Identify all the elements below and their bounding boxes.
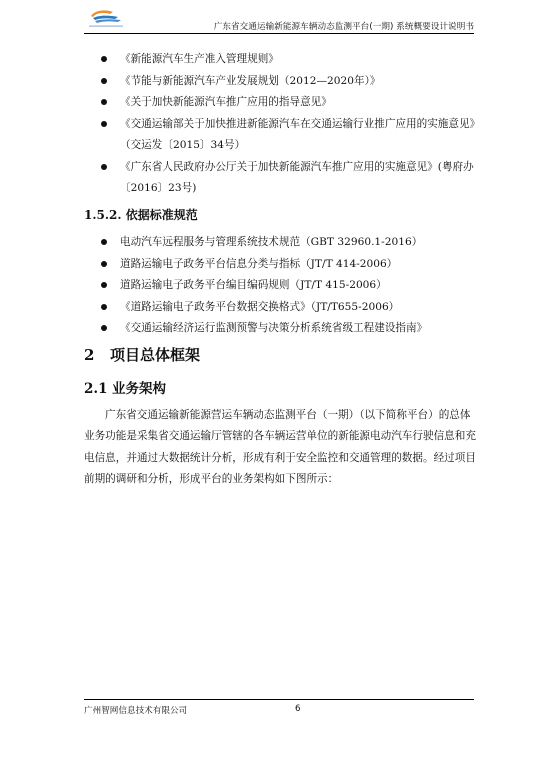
- list-item: [84, 318, 476, 340]
- body-paragraph: 广东省交通运输新能源营运车辆动态监测平台（一期）（以下简称平台）的总体业务功能是采集省交通运输厅管辖的各车辆运营单位的新能源电动汽车行驶信息和充电信息，并通过大数据统计分析，形成有利于安全监控和交通管理的数据。经过项目前期的调研和分析，形成平台的业务架构如下图所示：: [84, 409, 476, 486]
- bullet-icon: [101, 304, 107, 310]
- bullet-icon: [101, 325, 107, 331]
- footer-divider: [84, 699, 474, 700]
- list-item: [84, 254, 476, 276]
- list-item-text: 电动汽车远程服务与管理系统技术规范（GBT 32960.1-2016）: [120, 236, 423, 248]
- list-item-text: 《交通运输经济运行监测预警与决策分析系统省级工程建设指南》: [120, 322, 428, 334]
- section-title: 业务架构: [112, 381, 166, 397]
- list-item-text: 《节能与新能源汽车产业发展规划（2012—2020年）》: [120, 74, 381, 87]
- policy-list: [84, 49, 476, 200]
- section-number: 2: [84, 346, 95, 364]
- header-logo: [85, 6, 127, 30]
- list-item: [84, 71, 476, 93]
- page-number: 6: [295, 704, 301, 714]
- bullet-icon: [101, 282, 107, 288]
- list-item: [84, 297, 476, 319]
- bullet-icon: [101, 239, 107, 245]
- section-title: 项目总体框架: [110, 346, 201, 364]
- bullet-icon: [101, 121, 107, 127]
- list-item-text: 《道路运输电子政务平台数据交换格式》（JT/T655-2006）: [120, 300, 400, 313]
- bullet-icon: [101, 56, 107, 62]
- bullet-icon: [101, 164, 107, 170]
- document-header-title: 广东省交通运输新能源车辆动态监测平台(一期) 系统概要设计说明书: [213, 22, 474, 32]
- bullet-icon: [101, 78, 107, 84]
- list-item: [84, 49, 476, 71]
- list-item-text: 《关于加快新能源汽车推广应用的指导意见》: [120, 96, 332, 108]
- list-item: [84, 157, 476, 200]
- list-item-text: 道路运输电子政务平台信息分类与指标（JT/T 414-2006）: [120, 257, 398, 270]
- list-item: [84, 275, 476, 297]
- list-item-text: 《新能源汽车生产准入管理规则》: [120, 53, 279, 65]
- list-item: [84, 92, 476, 114]
- list-item-text: 《广东省人民政府办公厅关于加快新能源汽车推广应用的实施意见》(粤府办〔2016〕23号): [120, 160, 474, 194]
- list-item: [84, 232, 476, 254]
- bullet-icon: [101, 261, 107, 267]
- bullet-icon: [101, 99, 107, 105]
- section-heading-2-1: [84, 377, 166, 397]
- section-heading-2: [84, 344, 200, 365]
- header-divider: [84, 33, 474, 34]
- list-item: [84, 114, 476, 157]
- section-number: 2.1: [84, 381, 108, 397]
- section-heading-1-5-2: 1.5.2. 依据标准规范: [84, 208, 198, 222]
- footer-company-name: 广州智网信息技术有限公司: [84, 706, 188, 716]
- list-item-text: 《交通运输部关于加快推进新能源汽车在交通运输行业推广应用的实施意见》（交运发〔2015〕34号）: [120, 117, 475, 151]
- list-item-text: 道路运输电子政务平台编目编码规则（JT/T 415-2006）: [120, 279, 387, 291]
- standards-list: [84, 232, 476, 340]
